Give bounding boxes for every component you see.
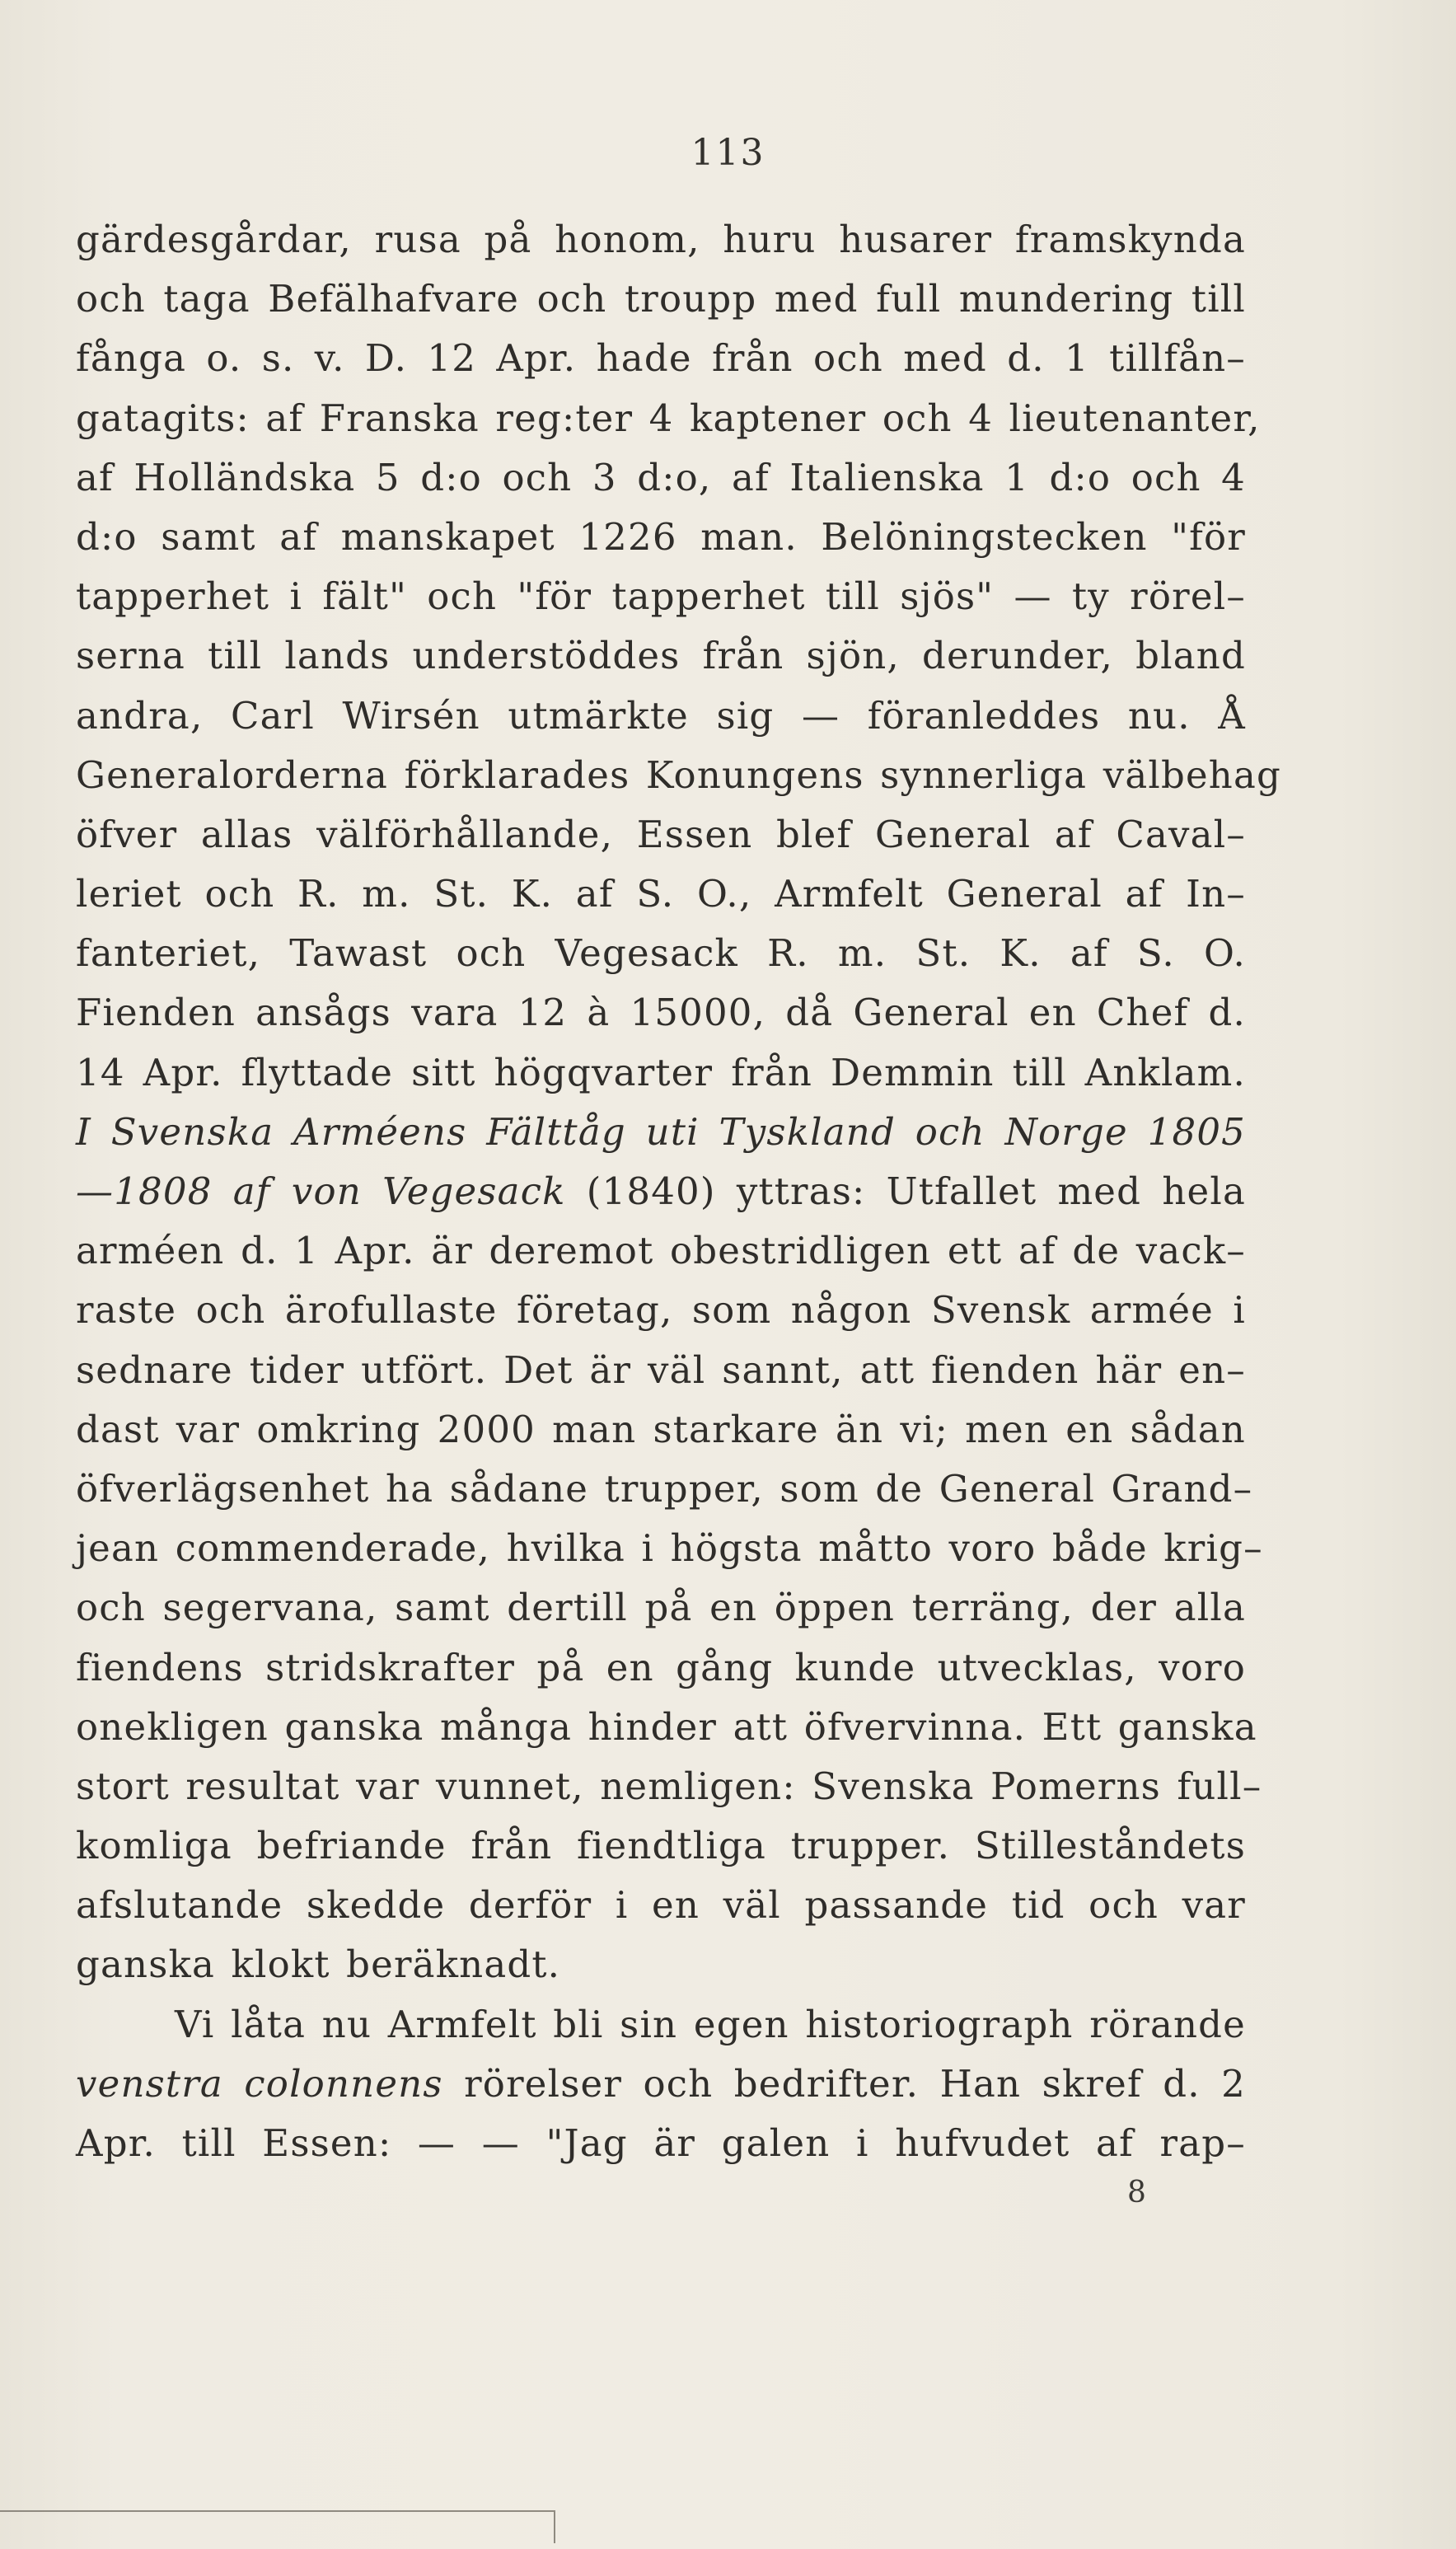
text-fragment: rörelser och bedrifter. Han skref d. 2 [442,2061,1247,2106]
text-line: af Holländska 5 d:o och 3 d:o, af Italienska 1 d:o och 4 [76,455,1246,499]
text-line: gatagits: af Franska reg:ter 4 kaptener och 4 lieutenanter, [76,396,1261,440]
scan-edge-rule [0,2510,554,2512]
citation-author: —1808 af von Vegesack [76,1169,566,1213]
text-line: arméen d. 1 Apr. är deremot obestridligen ett af de vack– [76,1229,1246,1273]
signature-mark: 8 [1127,2176,1146,2209]
text-line: andra, Carl Wirsén utmärkte sig — föranleddes nu. Å [76,693,1246,738]
text-line: jean commenderade, hvilka i högsta måtto voro både krig– [76,1526,1263,1571]
text-line: stort resultat var vunnet, nemligen: Svenska Pomerns full– [76,1764,1262,1808]
paragraph-start-line: Vi låta nu Armfelt bli sin egen historiograph rörande [175,2002,1246,2046]
body-text [76,210,1282,2173]
text-line: Apr. till Essen: — — "Jag är galen i hufvudet af rap– [76,2121,1246,2165]
scan-edge-tick [554,2510,555,2543]
page-number: 113 [691,132,765,174]
text-line: afslutande skedde derför i en väl passande tid och var [76,1883,1246,1928]
citation-text: (1840) yttras: Utfallet med hela [565,1169,1246,1213]
text-line: fanteriet, Tawast och Vegesack R. m. St. K. af S. O. [76,931,1246,976]
text-line: Generalorderna förklarades Konungens synnerliga välbehag [76,752,1282,797]
italic-phrase: venstra colonnens [76,2061,443,2106]
text-line: tapperhet i fält" och "för tapperhet till sjös" — ty rörel– [76,574,1246,619]
text-line: öfver allas välförhållande, Essen blef General af Caval– [76,812,1246,856]
text-line: fånga o. s. v. D. 12 Apr. hade från och med d. 1 tillfån– [76,336,1246,381]
text-line: 14 Apr. flyttade sitt högqvarter från Demmin till Anklam. [76,1050,1246,1094]
citation-title: I Svenska Arméens Fälttåg uti Tyskland och Norge 1805 [76,1109,1246,1154]
text-line: komliga befriande från fiendtliga trupper. Stilleståndets [76,1824,1246,1868]
text-line: och segervana, samt dertill på en öppen terräng, der alla [76,1586,1246,1630]
citation-line [76,1162,1246,1221]
text-line: raste och ärofullaste företag, som någon Svensk armée i [76,1288,1246,1333]
text-line [76,2055,1246,2114]
text-line: öfverlägsenhet ha sådane trupper, som de General Grand– [76,1466,1253,1511]
text-line: dast var omkring 2000 man starkare än vi; men en sådan [76,1407,1246,1451]
text-line: och taga Befälhafvare och troupp med full mundering till [76,277,1246,321]
text-line: sednare tider utfört. Det är väl sannt, att fienden här en– [76,1347,1246,1392]
text-line: gärdesgårdar, rusa på honom, huru husarer framskynda [76,218,1246,261]
text-line: onekligen ganska många hinder att öfvervinna. Ett ganska [76,1704,1257,1749]
text-line: leriet och R. m. St. K. af S. O., Armfelt General af In– [76,872,1246,916]
text-line: fiendens stridskrafter på en gång kunde utvecklas, voro [76,1645,1246,1689]
citation-title-line [76,1103,1246,1162]
text-line: serna till lands understöddes från sjön, derunder, bland [76,634,1246,678]
text-line: ganska klokt beräknadt. [76,1942,561,1987]
text-line: d:o samt af manskapet 1226 man. Belöningstecken "för [76,514,1246,559]
text-line: Fienden ansågs vara 12 à 15000, då General en Chef d. [76,991,1246,1035]
